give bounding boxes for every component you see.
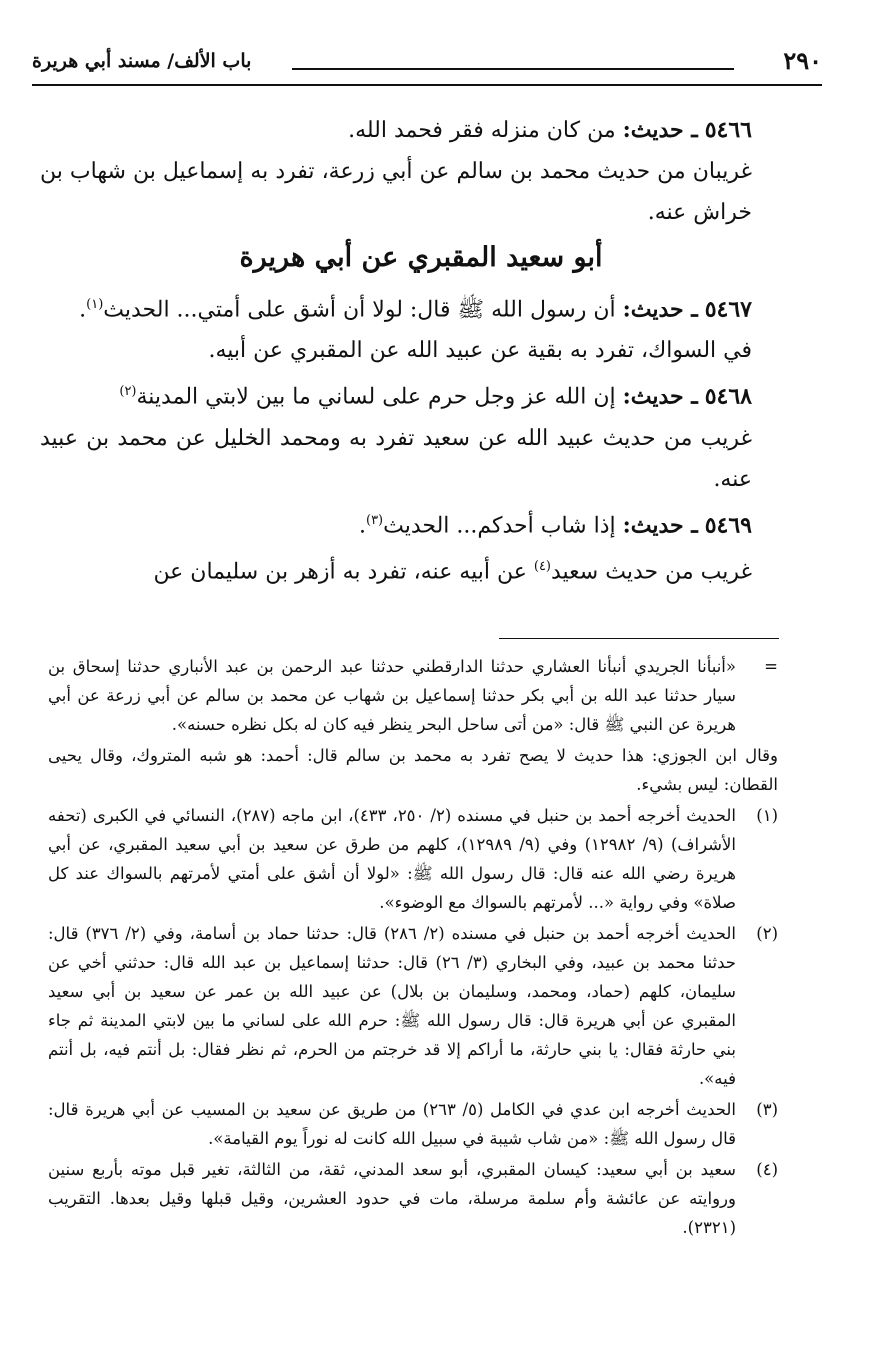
hadith-label: ـ حديث: xyxy=(622,117,698,143)
footnote-text: وقال ابن الجوزي: هذا حديث لا يصح تفرد به محمد بن سالم قال: أحمد: هو شبه المتروك، وقال يحيى القطان: ليس بشيء. xyxy=(48,746,778,794)
hadith-number: ٥٤٦٨ xyxy=(704,383,752,410)
commentary-paragraph: في السواك، تفرد به بقية عن عبيد الله عن المقبري عن أبيه. xyxy=(208,338,752,364)
hadith-label: ـ حديث: xyxy=(622,511,698,538)
hadith-number: ٥٤٦٧ xyxy=(704,296,752,323)
footnote-1 xyxy=(48,801,778,917)
commentary-start: غريب من حديث سعيد xyxy=(551,559,752,585)
hadith-text: أن رسول الله ﷺ قال: لولا أن أشق على أمتي... الحديث xyxy=(103,297,616,323)
footnote-continuation xyxy=(48,652,778,739)
commentary-paragraph xyxy=(40,546,802,592)
footnote-ref: (٤) xyxy=(533,558,551,574)
footnote-ref: (١) xyxy=(86,297,104,312)
page-header xyxy=(32,40,822,86)
footnote-text: الحديث أخرجه ابن عدي في الكامل (٥/ ٢٦٣) من طريق عن سعيد بن المسيب عن أبي هريرة قال: قال رسول الله ﷺ: «من شاب شيبة في سبيل الله كانت له نوراً يوم القيامة». xyxy=(48,1100,736,1148)
hadith-tail: . xyxy=(358,512,366,538)
footnote-text: «أنبأنا الجريدي أنبأنا العشاري حدثنا الدارقطني حدثنا عبد الرحمن بن عبد الأنباري حدثنا إسحاق بن سيار حدثنا عبد الله بن أبي بكر حدثنا إسماعيل بن شهاب عن محمد بن سالم عن أبي زرعة عن أبي هريرة عن النبي ﷺ قال: «من أتى ساحل البحر ينظر فيه كان له بكل نظره حسنه». xyxy=(48,657,736,734)
footnote-ref: (٣) xyxy=(365,512,384,528)
footnote-separator xyxy=(499,638,779,639)
section-heading: أبو سعيد المقبري عن أبي هريرة xyxy=(239,242,603,273)
hadith-5466 xyxy=(40,110,802,151)
commentary-paragraph: غريب من حديث عبيد الله عن سعيد تفرد به ومحمد الخليل عن محمد بن عبيد عنه. xyxy=(40,425,752,492)
hadith-5469 xyxy=(40,500,802,546)
footnote-3 xyxy=(48,1095,778,1153)
footnote-text: الحديث أخرجه أحمد بن حنبل في مسنده (٢/ ٢٥٠، ٤٣٣)، ابن ماجه (٢٨٧)، النسائي في الكبرى (تحفه الأشراف) (٩/ ١٢٩٨٢) وفي (٩/ ١٢٩٨٩)، كلهم من طرق عن سعيد بن أبي سعيد المقبري، عن أبي هريرة رضي الله عنه قال: قال رسول الله ﷺ: «لولا أن أشق على أمتي لأمرتهم بالسواك عند كل صلاة» وفي رواية «... لأمرتهم بالسواك مع الوضوء». xyxy=(48,806,737,912)
footnote-mark: (١) xyxy=(756,806,778,825)
footnote-4 xyxy=(48,1155,778,1242)
hadith-text: من كان منزله فقر فحمد الله. xyxy=(348,118,616,143)
page-number: ٢٩٠ xyxy=(783,46,822,75)
footnote-2 xyxy=(48,919,778,1093)
header-rule xyxy=(32,84,822,86)
footnote-mark: (٣) xyxy=(756,1100,778,1119)
hadith-label: ـ حديث: xyxy=(622,383,698,410)
hadith-text: إن الله عز وجل حرم على لساني ما بين لابتي المدينة xyxy=(136,384,616,410)
main-text xyxy=(40,110,802,592)
hadith-tail: . xyxy=(79,297,87,323)
hadith-5467 xyxy=(40,284,802,330)
running-title: باب الألف/ مسند أبي هريرة xyxy=(32,50,252,72)
hadith-5468 xyxy=(40,371,802,417)
hadith-number: ٥٤٦٦ xyxy=(704,117,752,143)
footnote-ref: (٢) xyxy=(119,384,137,400)
footnote-text: سعيد بن أبي سعيد: كيسان المقبري، أبو سعد المدني، ثقة، من الثالثة، تغير قبل موته بأربع سنين وروايته عن عائشة وأم سلمة مرسلة، مات في حدود العشرين، وقيل قبلها وقيل بعدها. التقريب (٢٣٢١). xyxy=(48,1160,736,1237)
footnote-mark: (٢) xyxy=(756,924,778,943)
footnote-paragraph xyxy=(48,741,778,799)
footnote-mark: (٤) xyxy=(756,1160,778,1179)
footnote-mark: = xyxy=(764,657,778,676)
hadith-label: ـ حديث: xyxy=(622,296,698,323)
hadith-number: ٥٤٦٩ xyxy=(704,511,752,538)
footnotes xyxy=(48,652,778,1244)
commentary-rest: عن أبيه عنه، تفرد به أزهر بن سليمان عن xyxy=(153,559,527,585)
hadith-text: إذا شاب أحدكم... الحديث xyxy=(383,512,616,538)
header-line xyxy=(292,68,734,70)
footnote-text: الحديث أخرجه أحمد بن حنبل في مسنده (٢/ ٢٨٦) قال: حدثنا حماد بن أسامة، وفي (٢/ ٣٧٦) قال: حدثنا محمد بن عبيد، وفي البخاري (٣/ ٢٦) قال: حدثنا إسماعيل بن عبد الله قال: حدثني أخي عن سليمان، كلهم (حماد، ومحمد، وسليمان بن بلال) عن عبيد الله بن عمر عن سعيد بن أبي سعيد المقبري عن أبي هريرة قال: قال رسول الله ﷺ: حرم الله على لساني ما بين لابتي المدينة ثم جاء بني حارثة فقال: يا بني حارثة، ما أراكم إلا قد خرجتم من الحرم، ثم نظر فقال: بل أنتم فيه، بل أنتم فيه». xyxy=(48,924,736,1088)
commentary-paragraph: غريبان من حديث محمد بن سالم عن أبي زرعة، تفرد به إسماعيل بن شهاب بن خراش عنه. xyxy=(40,159,752,225)
